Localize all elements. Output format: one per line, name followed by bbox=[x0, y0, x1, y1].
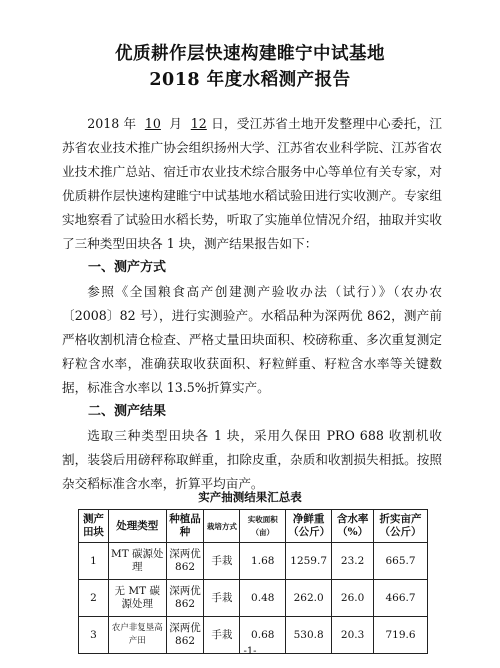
cell-moisture: 23.2 bbox=[332, 543, 374, 580]
intro-month-suffix: 月 bbox=[169, 116, 183, 131]
header-plot: 测产田块 bbox=[79, 510, 109, 543]
header-variety: 种植品种 bbox=[166, 510, 204, 543]
cell-treatment: 农户非复垦高产田 bbox=[108, 617, 166, 654]
header-area: 实收面积（亩） bbox=[240, 510, 286, 543]
cell-area: 0.68 bbox=[240, 617, 286, 654]
cell-cultivation: 手栽 bbox=[204, 617, 240, 654]
cell-moisture: 20.3 bbox=[332, 617, 374, 654]
cell-plot: 1 bbox=[79, 543, 109, 580]
cell-variety: 深两优 862 bbox=[166, 617, 204, 654]
cell-yield: 719.6 bbox=[374, 617, 428, 654]
intro-day: 12 bbox=[190, 116, 207, 131]
cell-variety: 深两优 862 bbox=[166, 543, 204, 580]
cell-cultivation: 手栽 bbox=[204, 543, 240, 580]
cell-cultivation: 手栽 bbox=[204, 580, 240, 617]
cell-fresh-weight: 530.8 bbox=[286, 617, 332, 654]
section-2-text: 选取三种类型田块各 1 块，采用久保田 PRO 688 收割机收割，装袋后用磅秤称取鲜重，扣除皮重，杂质和收割损失相抵。按照杂交稻标准含水率，折算平均亩产。 bbox=[62, 428, 442, 491]
cell-area: 0.48 bbox=[240, 580, 286, 617]
table-header-row bbox=[79, 510, 428, 543]
section-2-heading: 二、测产结果 bbox=[88, 404, 167, 419]
header-fresh-weight: 净鲜重（公斤） bbox=[286, 510, 332, 543]
intro-paragraph bbox=[62, 112, 442, 256]
title-line-2: 2018 年度水稻测产报告 bbox=[149, 70, 351, 90]
cell-plot: 3 bbox=[79, 617, 109, 654]
cell-yield: 665.7 bbox=[374, 543, 428, 580]
table-row bbox=[79, 580, 428, 617]
report-body bbox=[62, 112, 442, 496]
cell-treatment: MT 碳源处理 bbox=[108, 543, 166, 580]
cell-variety: 深两优 862 bbox=[166, 580, 204, 617]
cell-moisture: 26.0 bbox=[332, 580, 374, 617]
table-caption: 实产抽测结果汇总表 bbox=[198, 490, 302, 504]
intro-month: 10 bbox=[144, 116, 161, 131]
section-1-heading: 一、测产方式 bbox=[88, 260, 167, 275]
title-line-1: 优质耕作层快速构建睢宁中试基地 bbox=[115, 44, 385, 64]
cell-plot: 2 bbox=[79, 580, 109, 617]
table-row bbox=[79, 543, 428, 580]
cell-fresh-weight: 262.0 bbox=[286, 580, 332, 617]
intro-day-suffix: 日， bbox=[211, 116, 237, 131]
page-number: -1- bbox=[243, 646, 257, 657]
header-moisture: 含水率（%） bbox=[332, 510, 374, 543]
header-treatment: 处理类型 bbox=[108, 510, 166, 543]
section-1-text: 参照《全国粮食高产创建测产验收办法（试行）》（农办农〔2008〕82 号），进行实测验产。水稻品种为深两优 862，测产前严格收割机清仓检查、严格丈量田块面积、校磅称重、多次重复测定籽粒含水率，准确获取收获面积、籽粒鲜重、籽粒含水率等关键数据，标准含水率以 13.5%折算实产。 bbox=[62, 284, 442, 395]
cell-yield: 466.7 bbox=[374, 580, 428, 617]
header-cultivation: 栽培方式 bbox=[204, 510, 240, 543]
intro-text: 受江苏省土地开发整理中心委托，江苏省农业技术推广协会组织扬州大学、江苏省农业科学院、江苏省农业技术推广总站、宿迁市农业技术综合服务中心等单位有关专家，对优质耕作层快速构建睢宁中试基地水稻试验田进行实收测产。专家组实地察看了试验田水稻长势，听取了实施单位情况介绍，抽取并实收了三种类型田块各 1 块，测产结果报告如下： bbox=[62, 116, 442, 251]
header-yield: 折实亩产（公斤） bbox=[374, 510, 428, 543]
cell-treatment: 无 MT 碳源处理 bbox=[108, 580, 166, 617]
intro-year: 2018 年 bbox=[87, 116, 137, 131]
cell-area: 1.68 bbox=[240, 543, 286, 580]
cell-fresh-weight: 1259.7 bbox=[286, 543, 332, 580]
results-table bbox=[78, 509, 428, 654]
